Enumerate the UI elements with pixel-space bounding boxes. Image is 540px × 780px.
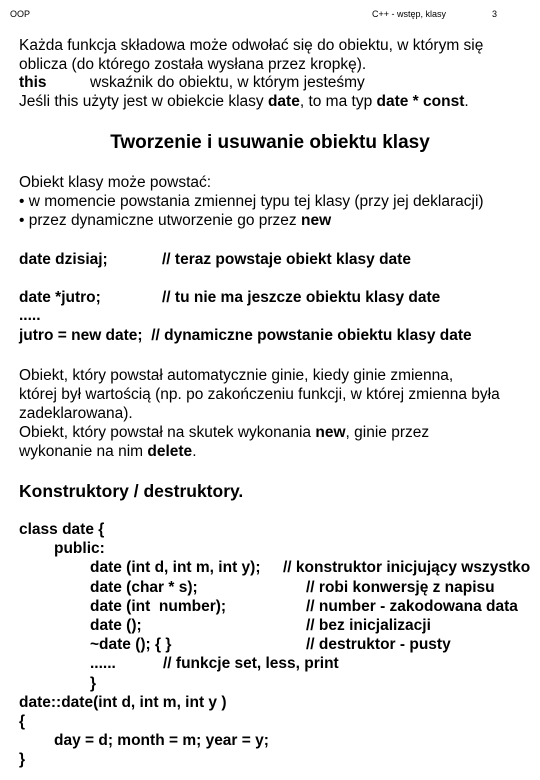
this-description: wskaźnik do obiektu, w którym jesteśmy: [90, 74, 365, 91]
code-line: [90, 578, 198, 597]
page-number: 3: [492, 9, 498, 19]
code-line: [90, 597, 226, 616]
this-keyword: this: [19, 74, 47, 91]
code-line: [90, 654, 116, 673]
code-line: [90, 674, 96, 693]
para-line: [19, 423, 429, 442]
para-line: zadeklarowana).: [19, 405, 133, 422]
para-text: wykonanie na nim: [19, 443, 148, 460]
code-text: day = d; month = m; year = y;: [54, 732, 269, 750]
para-line: [19, 442, 197, 461]
section-title-constructors: Konstruktory / destruktory.: [19, 481, 244, 501]
bullet-text: • przez dynamiczne utworzenie go przez: [19, 212, 301, 229]
para-line: Obiekt, który powstał automatycznie ginie, kiedy ginie zmienna,: [19, 367, 454, 384]
header-course: OOP: [10, 9, 31, 19]
code-line: [90, 616, 142, 635]
intro-line-1: Każda funkcja składowa może odwołać się do obiektu, w którym się: [19, 37, 484, 54]
code-line: [19, 750, 25, 769]
code-line: [54, 539, 105, 558]
example-2: [19, 288, 441, 307]
code-line: [19, 693, 227, 712]
code-text: date (int d, int m, int y);: [90, 559, 261, 577]
code-comment: // teraz powstaje obiekt klasy date: [162, 251, 411, 268]
intro-line-2: oblicza (do którego została wysłana przez kropkę).: [19, 56, 367, 73]
date-keyword: date: [267, 93, 300, 110]
code-text: }: [19, 751, 26, 769]
intro-text: Jeśli this użyty jest w obiekcie klasy: [19, 93, 268, 110]
new-keyword: new: [300, 212, 332, 229]
para-line: której był wartością (np. po zakończeniu funkcji, w której zmienna była: [19, 386, 500, 403]
para-text: , ginie przez: [345, 424, 430, 441]
section-title-creation: Tworzenie i usuwanie obiektu klasy: [110, 132, 430, 153]
bullet-declaration: • w momencie powstania zmiennej typu tej klasy (przy jej deklaracji): [19, 193, 484, 210]
code-comment: // robi konwersję z napisu: [306, 578, 495, 596]
para-line: Obiekt klasy może powstać:: [19, 174, 212, 191]
bullet-dynamic: [19, 211, 331, 230]
code-text: }: [90, 674, 97, 692]
code-line: [19, 520, 104, 539]
code-text: date (char * s);: [90, 578, 198, 596]
intro-this-line: [19, 73, 365, 92]
code-comment: // bez inicjalizacji: [306, 617, 431, 634]
code-text: class date {: [19, 521, 105, 538]
code-text: date::date(int d, int m, int y ): [19, 693, 227, 711]
intro-text: .: [464, 93, 469, 110]
code: date dzisiaj;: [19, 251, 108, 268]
example-1: [19, 250, 411, 269]
delete-keyword: delete: [147, 443, 193, 460]
code-text: date (int number);: [90, 597, 227, 615]
code-text: public:: [54, 540, 105, 558]
intro-text: , to ma typ: [299, 93, 377, 110]
example-ellipsis: .....: [19, 307, 41, 324]
type-keyword: date * const: [376, 93, 465, 110]
code-line: [90, 558, 261, 577]
intro-line-4: [19, 92, 469, 111]
code: date *jutro;: [19, 289, 101, 306]
code-line: [19, 712, 25, 731]
code-line: [90, 635, 171, 654]
code-comment: // destruktor - pusty: [306, 636, 451, 654]
example-4: jutro = new date; // dynamiczne powstanie obiektu klasy date: [19, 327, 472, 344]
code-comment: // tu nie ma jeszcze obiektu klasy date: [162, 289, 441, 306]
code-text: ......: [90, 655, 116, 673]
header-topic: C++ - wstęp, klasy: [372, 9, 447, 19]
code-text: ~date (); { }: [90, 636, 172, 654]
para-text: Obiekt, który powstał na skutek wykonania: [19, 424, 316, 441]
code-line: [54, 731, 269, 750]
code-comment: // konstruktor inicjujący wszystko: [283, 559, 531, 577]
new-keyword: new: [315, 424, 346, 441]
code-text: {: [19, 713, 26, 730]
code-text: date ();: [90, 617, 142, 634]
code-comment: // number - zakodowana data: [306, 597, 518, 615]
code-comment: // funkcje set, less, print: [163, 655, 339, 673]
para-text: .: [192, 443, 197, 460]
